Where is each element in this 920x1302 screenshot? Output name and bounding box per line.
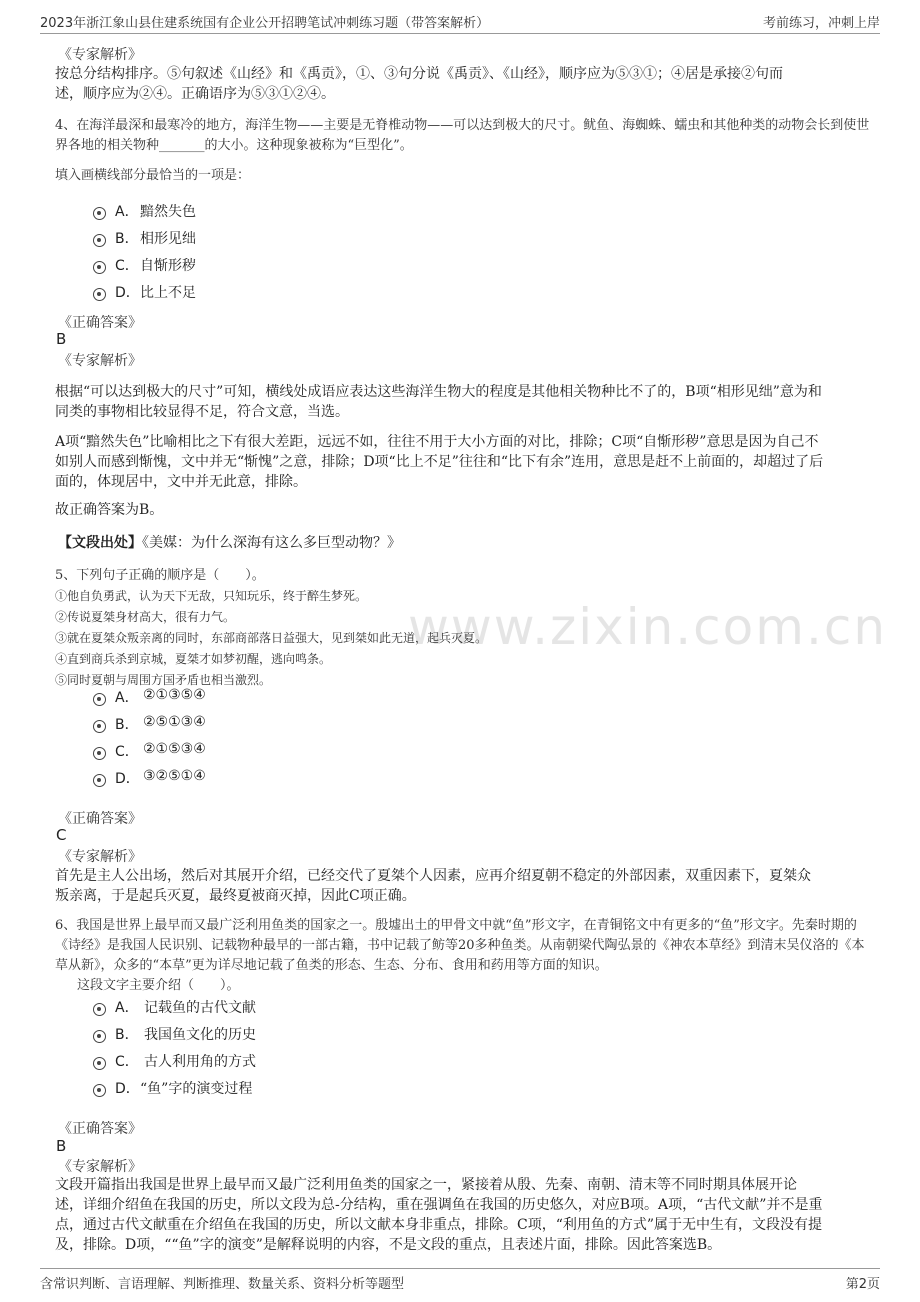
explanation-line: 文段开篇指出我国是世界上最早而又最广泛利用鱼类的国家之一，紧接着从殷、先秦、南朝、清末等不同时期具体展开论 [55,1177,797,1193]
question-6-text: 草从新》，众多的“本草”更为详尽地记载了鱼类的形态、生态、分布、食用和药用等方面的知识。 [55,958,608,973]
sentence-item: ④直到商兵杀到京城，夏桀才如梦初醒，逃向鸣条。 [55,652,332,666]
radio-button[interactable] [93,1030,106,1043]
explanation-line: 根据“可以达到极大的尺寸”可知，横线处成语应表达这些海洋生物大的程度是其他相关物种比不了的，B项“相形见绌”意为和 [55,384,822,400]
explanation-line: 及，排除。D项，““鱼”字的演变”是解释说明的内容，不是文段的重点，且表述片面，排除。因此答案选B。 [55,1237,722,1253]
page-header [40,8,880,34]
radio-button[interactable] [93,774,106,787]
expert-analysis-label: 《专家解析》 [58,1159,142,1175]
question-6-text: 《诗经》是我国人民识别、记载物种最早的一部古籍，书中记载了鲂等20多种鱼类。从南朝梁代陶弘景的《神农本草经》到清末吴仪洛的《本 [55,938,865,953]
explanation-line: 同类的事物相比较显得不足，符合文意，当选。 [55,404,349,420]
explanation-line: 述，顺序应为②④。正确语序为⑤③①②④。 [55,86,335,102]
radio-button[interactable] [93,747,106,760]
page-footer [40,1268,880,1296]
radio-button[interactable] [93,261,106,274]
radio-button[interactable] [93,234,106,247]
explanation-line: 如别人而感到惭愧，文中并无“惭愧”之意，排除；D项“比上不足”往往和“比下有余”连用，意思是赶不上前面的，却超过了后 [55,454,824,470]
correct-answer-label: 《正确答案》 [58,315,142,331]
explanation-line: 述，详细介绍鱼在我国的历史，所以文段为总-分结构，重在强调鱼在我国的历史悠久，对应B项。A项，“古代文献”并不是重 [55,1197,823,1213]
question-4-text: 4、在海洋最深和最寒冷的地方，海洋生物——主要是无脊椎动物——可以达到极大的尺寸。鱿鱼、海蜘蛛、蠕虫和其他种类的动物会长到使世 [55,118,870,133]
footer-note: 含常识判断、言语理解、判断推理、数量关系、资料分析等题型 [40,1277,405,1292]
document-title: 2023年浙江象山县住建系统国有企业公开招聘笔试冲刺练习题（带答案解析） [40,16,490,31]
correct-answer: B [56,330,67,348]
explanation-line: A项“黯然失色”比喻相比之下有很大差距，远远不如，往往不用于大小方面的对比，排除；C项“自惭形秽”意思是因为自己不 [55,434,819,450]
question-4-prompt: 填入画横线部分最恰当的一项是： [55,168,251,183]
header-slogan: 考前练习，冲刺上岸 [762,16,880,31]
source-text: 《美媒：为什么深海有这么多巨型动物？》 [142,535,401,551]
expert-analysis-label: 《专家解析》 [58,353,142,369]
correct-answer-label: 《正确答案》 [58,811,142,827]
explanation-line: 叛亲离，于是起兵灭夏，最终夏被商灭掉，因此C项正确。 [55,888,416,904]
radio-button[interactable] [93,1057,106,1070]
watermark: www.zixin.com.cn [408,598,888,656]
source-line [58,532,401,552]
radio-button[interactable] [93,288,106,301]
explanation-line: 首先是主人公出场，然后对其展开介绍，已经交代了夏桀个人因素，应再介绍夏朝不稳定的外部因素，双重因素下，夏桀众 [55,868,811,884]
expert-analysis-label: 《专家解析》 [58,47,142,63]
sentence-item: ②传说夏桀身材高大，很有力气。 [55,610,236,624]
correct-answer-label: 《正确答案》 [58,1121,142,1137]
explanation-line: 点，通过古代文献重在介绍鱼在我国的历史，所以文献本身非重点，排除。C项，“利用鱼的方式”属于无中生有，文段没有提 [55,1217,823,1233]
radio-button[interactable] [93,1003,106,1016]
question-4-text: 界各地的相关物种_______的大小。这种现象被称为“巨型化”。 [55,138,413,153]
question-6-prompt: 这段文字主要介绍（ ）。 [77,978,240,993]
question-6-text: 6、我国是世界上最早而又最广泛利用鱼类的国家之一。殷墟出土的甲骨文中就“鱼”形文字，在青铜铭文中有更多的“鱼”形文字。先秦时期的 [55,918,857,933]
expert-analysis-label: 《专家解析》 [58,849,142,865]
source-tag: 【文段出处】 [58,535,142,551]
explanation-line: 面的，体现居中，文中并无此意，排除。 [55,474,307,490]
explanation-line: 按总分结构排序。⑤句叙述《山经》和《禹贡》，①、③句分说《禹贡》、《山经》，顺序应为⑤③①；④居是承接②句而 [55,66,783,82]
sentence-item: ⑤同时夏朝与周围方国矛盾也相当激烈。 [55,673,272,687]
question-5-stem: 5、下列句子正确的顺序是（ ）。 [55,568,265,583]
radio-button[interactable] [93,207,106,220]
radio-button[interactable] [93,693,106,706]
radio-button[interactable] [93,720,106,733]
correct-answer: B [56,1137,67,1155]
conclusion: 故正确答案为B。 [55,502,164,518]
sentence-item: ③就在夏桀众叛亲离的同时，东部商部落日益强大，见到桀如此无道，起兵灭夏。 [55,631,488,645]
sentence-item: ①他自负勇武，认为天下无敌，只知玩乐，终于醉生梦死。 [55,589,368,603]
correct-answer: C [56,826,67,844]
radio-button[interactable] [93,1084,106,1097]
page-number: 第2页 [845,1277,880,1292]
